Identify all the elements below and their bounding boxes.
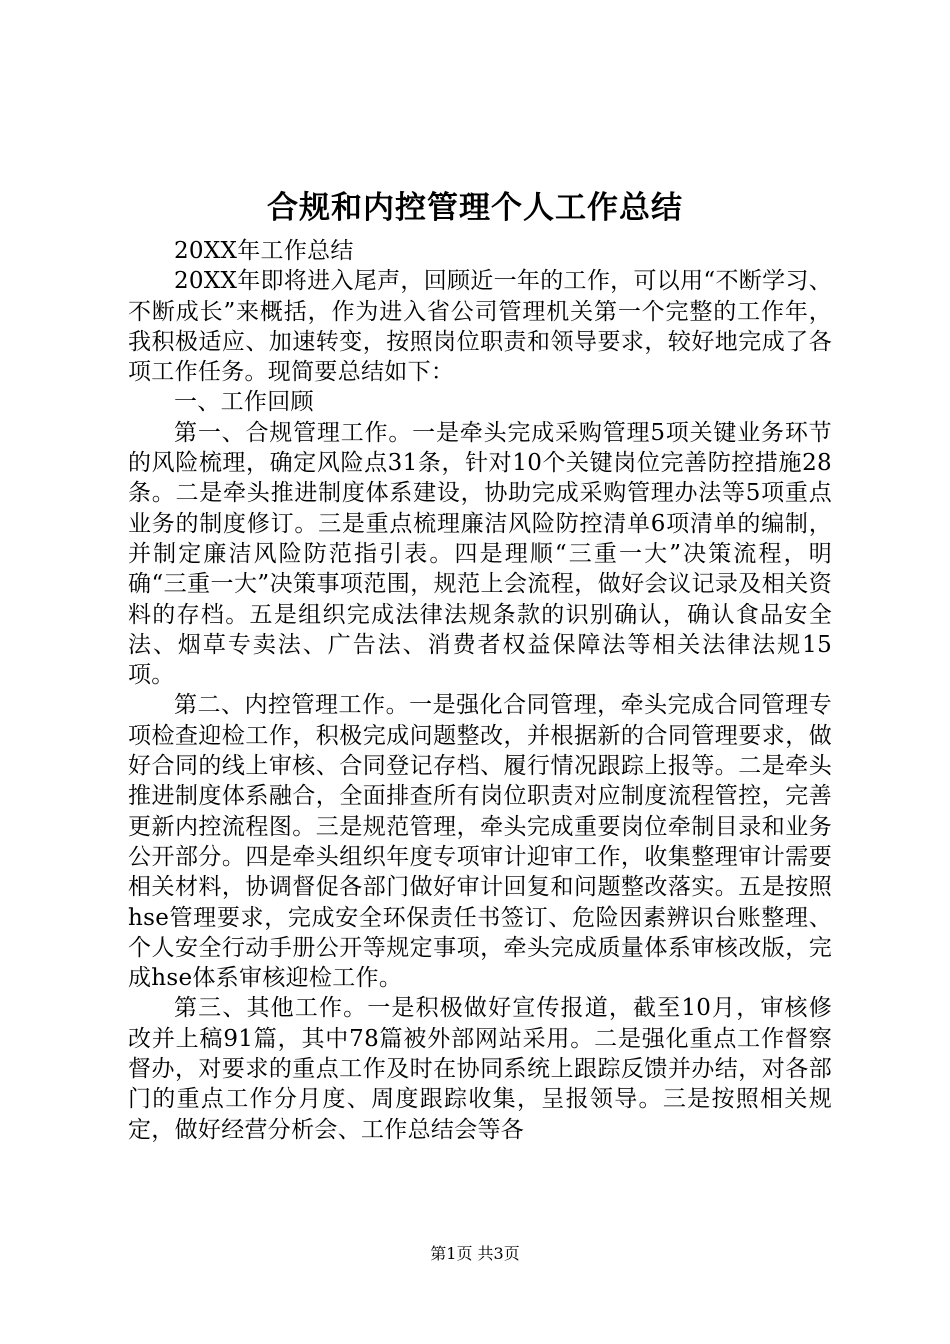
- section-heading-review: 一、工作回顾: [174, 389, 314, 416]
- paragraph-year-summary: 20XX年工作总结: [174, 238, 354, 264]
- paragraph-internal-control: 第二、内控管理工作。一是强化合同管理，牵头完成合同管理专项检查迎检工作，积极完成问题整改，并根据新的合同管理要求，做好合同的线上审核、合同登记存档、履行情况跟踪上报等。二是牵头推进制度体系融合，全面排查所有岗位职责对应制度流程管控，完善更新内控流程图。三是规范管理，牵头完成重要岗位牵制目录和业务公开部分。四是牵头组织年度专项审计迎审工作，收集整理审计需要相关材料，协调督促各部门做好审计回复和问题整改落实。五是按照hse管理要求，完成安全环保责任书签订、危险因素辨识台账整理、个人安全行动手册公开等规定事项，牵头完成质量体系审核改版，完成hse体系审核迎检工作。: [128, 692, 832, 992]
- document-body: [128, 236, 832, 1145]
- paragraph-other-work: 第三、其他工作。一是积极做好宣传报道，截至10月，审核修改并上稿91篇，其中78篇被外部网站采用。二是强化重点工作督察督办，对要求的重点工作及时在协同系统上跟踪反馈并办结，对各部门的重点工作分月度、周度跟踪收集，呈报领导。三是按照相关规定，做好经营分析会、工作总结会等各: [128, 995, 832, 1143]
- paragraph-compliance: 第一、合规管理工作。一是牵头完成采购管理5项关键业务环节的风险梳理，确定风险点31条，针对10个关键岗位完善防控措施28条。二是牵头推进制度体系建设，协助完成采购管理办法等5项重点业务的制度修订。三是重点梳理廉洁风险防控清单6项清单的编制，并制定廉洁风险防范指引表。四是理顺“三重一大”决策流程，明确“三重一大”决策事项范围，规范上会流程，做好会议记录及相关资料的存档。五是组织完成法律法规条款的识别确认，确认食品安全法、烟草专卖法、广告法、消费者权益保障法等相关法律法规15项。: [128, 419, 832, 689]
- paragraph-intro: 20XX年即将进入尾声，回顾近一年的工作，可以用“不断学习、不断成长”来概括，作为进入省公司管理机关第一个完整的工作年，我积极适应、加速转变，按照岗位职责和领导要求，较好地完成了各项工作任务。现简要总结如下：: [128, 268, 832, 386]
- page-title: 合规和内控管理个人工作总结: [267, 190, 683, 226]
- page-footer: 第1页 共3页: [430, 1244, 520, 1263]
